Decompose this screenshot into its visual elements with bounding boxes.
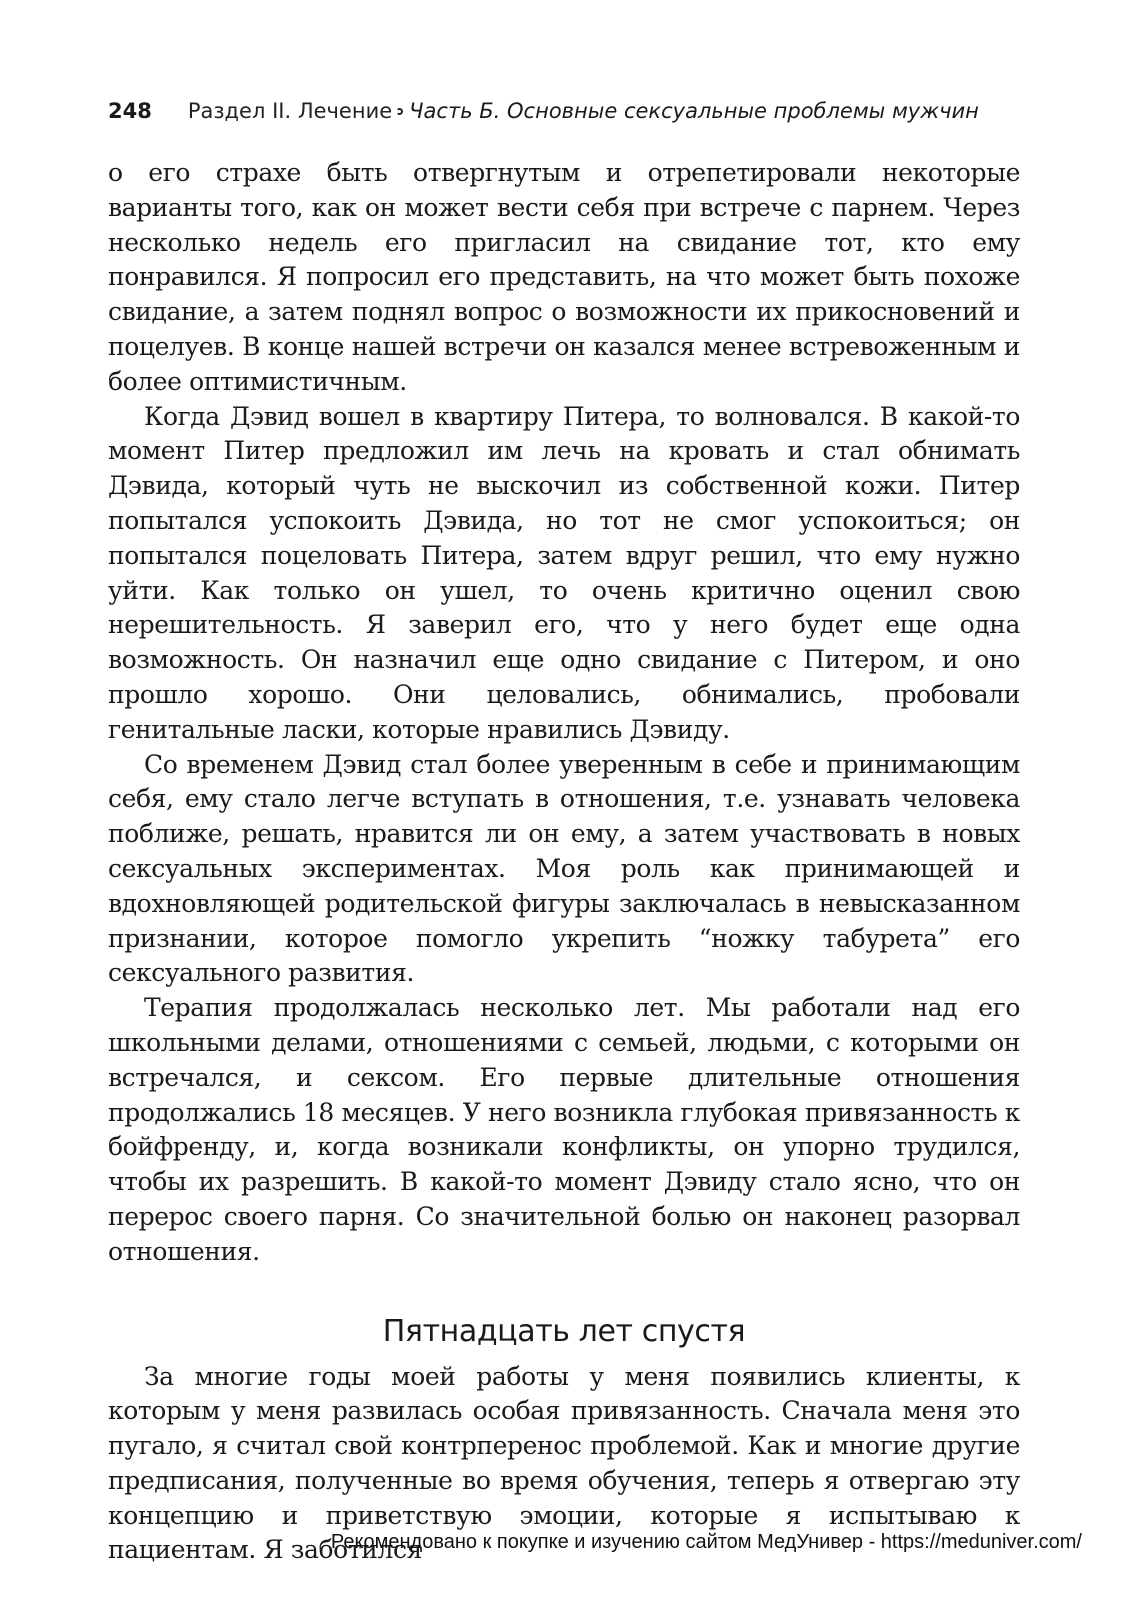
paragraph: о его страхе быть отвергнутым и отрепетировали некоторые варианты того, как он может вести себя при встрече с парнем. Через несколько недель его пригласил на свидание тот, кто ему понравился. Я попросил его представить, на что может быть похоже свидание, а затем поднял вопрос о возможности их прикосновений и поцелуев. В конце нашей встречи он казался менее встревоженным и более оптимистичным.: [108, 158, 1020, 396]
paragraph: Со временем Дэвид стал более уверенным в себе и принимающим себя, ему стало легче вступать в отношения, т.е. узнавать человека поближе, решать, нравится ли он ему, а затем участвовать в новых сексуальных экспериментах. Моя роль как принимающей и вдохновляющей родительской фигуры заключалась в невысказанном признании, которое помогло укрепить “ножку табурета” его сексуального развития.: [108, 749, 1020, 988]
body-text: [108, 156, 1020, 1568]
part-label: Часть Б. Основные сексуальные проблемы мужчин: [409, 99, 979, 123]
paragraph: Терапия продолжалась несколько лет. Мы работали над его школьными делами, отношениями с семьей, людьми, с которыми он встречался, и сексом. Его первые длительные отношения продолжались 18 месяцев. У него возникла глубокая привязанность к бойфренду, и, когда возникали конфликты, он упорно трудился, чтобы их разрешить. В какой-то момент Дэвиду стало ясно, что он перерос своего парня. Со значительной болью он наконец разорвал отношения.: [108, 993, 1020, 1266]
book-page: [108, 96, 1020, 1568]
page-number: 248: [108, 99, 152, 123]
paragraph: За многие годы моей работы у меня появились клиенты, к которым у меня развилась особая привязанность. Сначала меня это пугало, я считал свой контрперенос проблемой. Как и многие другие предписания, полученные во время обучения, теперь я отвергаю эту концепцию и приветствую эмоции, которые я испытываю к пациентам. Я заботился: [108, 1361, 1020, 1565]
footer-watermark: Рекомендовано к покупке и изучению сайтом МедУнивер - https://meduniver.com/: [330, 1531, 1082, 1553]
section-label: Раздел II. Лечение: [187, 99, 393, 123]
running-head: [108, 96, 1020, 126]
separator-bullet-icon: [396, 108, 403, 115]
section-heading: Пятнадцать лет спустя: [382, 1313, 746, 1349]
paragraph: Когда Дэвид вошел в квартиру Питера, то волновался. В какой-то момент Питер предложил им лечь на кровать и стал обнимать Дэвида, который чуть не выскочил из собственной кожи. Питер попытался успокоить Дэвида, но тот не смог успокоиться; он попытался поцеловать Питера, затем вдруг решил, что ему нужно уйти. Как только он ушел, то очень критично оценил свою нерешительность. Я заверил его, что у него будет еще одна возможность. Он назначил еще одно свидание с Питером, и оно прошло хорошо. Они целовались, обнимались, пробовали генитальные ласки, которые нравились Дэвиду.: [108, 401, 1020, 744]
